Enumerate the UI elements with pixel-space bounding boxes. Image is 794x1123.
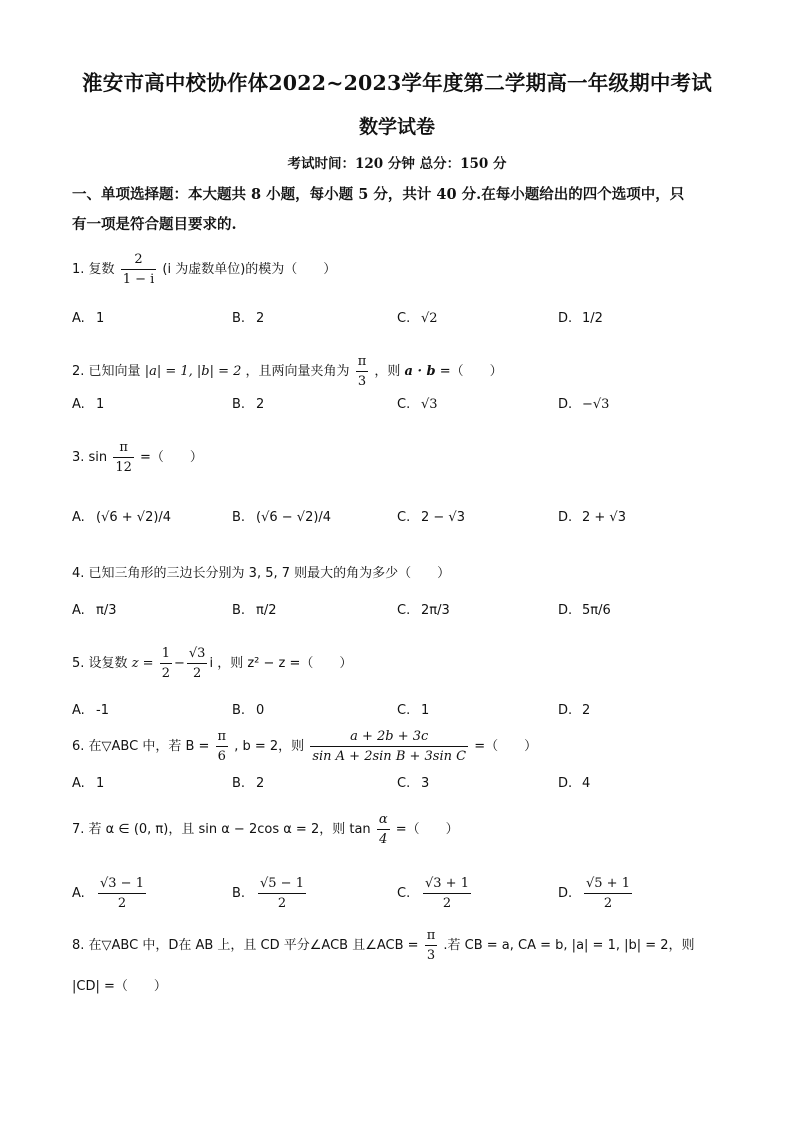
option-label: A. xyxy=(72,510,85,525)
option-label: B. xyxy=(232,603,246,618)
q3-option-a[interactable] xyxy=(72,510,171,525)
exam-subtitle: 数学试卷 xyxy=(358,116,435,138)
option-value: (√6 − √2)/4 xyxy=(256,510,332,525)
q5-fraction-1 xyxy=(160,644,172,683)
option-value: √2 xyxy=(421,311,438,326)
q2-text-c: ，且两向量夹角为 xyxy=(245,364,350,379)
question-1 xyxy=(72,250,732,289)
option-label: A. xyxy=(72,311,85,326)
option-label: C. xyxy=(397,703,411,718)
question-7 xyxy=(72,810,732,849)
q2-option-a[interactable] xyxy=(72,397,104,412)
exam-meta: 考试时间：120 分钟 总分：150 分 xyxy=(287,156,507,172)
option-label: B. xyxy=(232,886,246,901)
q3-frac-den: 12 xyxy=(115,460,132,475)
option-value: 2 − √3 xyxy=(421,510,465,525)
option-label: A. xyxy=(72,397,85,412)
q7-suffix: =（ ） xyxy=(395,822,459,837)
option-den: 2 xyxy=(117,896,127,911)
option-value: 1 xyxy=(96,311,105,326)
question-4: 4. 已知三角形的三边长分别为 3, 5, 7 则最大的角为多少（ ） xyxy=(72,566,451,581)
q6-frac2-num: a + 2b + 3c xyxy=(310,727,468,747)
q1-option-a[interactable] xyxy=(72,311,104,326)
option-value: (√6 + √2)/4 xyxy=(96,510,172,525)
option-num: √5 − 1 xyxy=(258,874,306,894)
option-value: 5π/6 xyxy=(582,603,611,618)
q6-frac1-den: 6 xyxy=(217,749,226,764)
q7-frac-num: α xyxy=(377,810,390,830)
option-value: 2 xyxy=(256,776,265,791)
q3-fraction xyxy=(113,438,134,477)
q6-option-b[interactable] xyxy=(232,776,264,791)
q5-frac1-num: 1 xyxy=(160,644,172,664)
q2-option-d[interactable] xyxy=(558,397,609,412)
q3-option-c[interactable] xyxy=(397,510,465,525)
q3-suffix: =（ ） xyxy=(140,450,203,465)
q4-option-d[interactable] xyxy=(558,603,611,618)
q6-fraction-2 xyxy=(310,727,468,766)
q6-option-d[interactable] xyxy=(558,776,590,791)
question-5: 5. 设复数 z = $\frac{1}{2}$ − $\frac{√3}{2}$ i ，则 z² − z =（ ） xyxy=(72,646,353,681)
q2-vector-norms: |a| = 1, |b| = 2 xyxy=(144,364,242,379)
option-label: B. xyxy=(232,397,246,412)
option-value: 3 xyxy=(421,776,430,791)
q3-prefix: 3. sin xyxy=(72,450,108,465)
q5-prefix: 5. 设复数 xyxy=(72,656,128,671)
question-8-line-2: |CD| =（ ） xyxy=(72,979,167,994)
option-label: C. xyxy=(397,397,411,412)
option-label: A. xyxy=(72,886,85,901)
q1-mid: (i 为虚数单位)的模为（ ） xyxy=(162,262,337,277)
option-label: C. xyxy=(397,776,411,791)
option-label: C. xyxy=(397,886,411,901)
q3-frac-num: π xyxy=(113,438,134,458)
q7-option-b[interactable] xyxy=(232,874,308,913)
option-fraction xyxy=(98,874,146,913)
option-value: 2 xyxy=(582,703,591,718)
q5-z: z = xyxy=(131,656,154,671)
q5-i: i xyxy=(209,656,214,671)
q1-option-b[interactable] xyxy=(232,311,264,326)
option-value: √3 xyxy=(421,397,438,412)
q2-option-b[interactable] xyxy=(232,397,264,412)
option-label: D. xyxy=(558,510,573,525)
q6-frac2-den: sin A + 2sin B + 3sin C xyxy=(312,749,467,764)
option-value: 2 xyxy=(256,311,265,326)
q6-option-a[interactable] xyxy=(72,776,104,791)
option-label: A. xyxy=(72,603,85,618)
q5-suffix: ，则 z² − z =（ ） xyxy=(217,656,353,671)
option-label: C. xyxy=(397,510,411,525)
q5-frac2-num: √3 xyxy=(187,644,208,664)
q8-prefix: 8. 在▽ABC 中，D在 AB 上，且 CD 平分∠ACB 且∠ACB = xyxy=(72,938,419,953)
option-label: B. xyxy=(232,776,246,791)
q2-option-c[interactable] xyxy=(397,397,438,412)
q2-dot-product: a · b xyxy=(404,364,436,379)
option-value: 1 xyxy=(96,397,105,412)
option-value: 1/2 xyxy=(582,311,603,326)
q8-fraction xyxy=(425,926,438,965)
q2-text-f: =（ ） xyxy=(439,364,503,379)
option-value: π/2 xyxy=(256,603,277,618)
q2-fraction xyxy=(356,352,369,391)
option-value: 4 xyxy=(582,776,591,791)
q1-prefix: 1. 复数 xyxy=(72,262,115,277)
option-label: D. xyxy=(558,603,573,618)
exam-title: 淮安市高中校协作体2022~2023学年度第二学期高一年级期中考试 xyxy=(82,71,712,95)
q4-option-a[interactable] xyxy=(72,603,116,618)
q2-text-a: 2. 已知向量 xyxy=(72,364,141,379)
q5-option-a[interactable] xyxy=(72,703,109,718)
option-label: B. xyxy=(232,311,246,326)
option-label: C. xyxy=(397,311,411,326)
option-label: D. xyxy=(558,397,573,412)
section-heading xyxy=(72,180,722,240)
option-label: D. xyxy=(558,776,573,791)
option-fraction xyxy=(584,874,632,913)
q2-frac-num: π xyxy=(356,352,369,372)
q5-fraction-2 xyxy=(187,644,208,683)
option-den: 2 xyxy=(442,896,452,911)
q8-frac-den: 3 xyxy=(426,948,436,963)
q6-prefix: 6. 在▽ABC 中，若 B = xyxy=(72,739,210,754)
q5-option-d[interactable] xyxy=(558,703,590,718)
section-line-1: 一、单项选择题：本大题共 8 小题，每小题 5 分，共计 40 分.在每小题给出的四个选项中，只 xyxy=(72,186,685,203)
q7-prefix: 7. 若 α ∈ (0, π)，且 sin α − 2cos α = 2，则 tan xyxy=(72,822,371,837)
question-6 xyxy=(72,727,732,766)
option-fraction xyxy=(258,874,306,913)
q8-suffix: .若 CB = a, CA = b, |a| = 1, |b| = 2，则 xyxy=(443,938,695,953)
q2-text-d: ，则 xyxy=(374,364,401,379)
option-value: 2π/3 xyxy=(421,603,450,618)
q8-frac-num: π xyxy=(425,926,438,946)
option-label: A. xyxy=(72,703,85,718)
option-label: C. xyxy=(397,603,411,618)
option-label: D. xyxy=(558,886,573,901)
q7-frac-den: 4 xyxy=(379,832,388,847)
option-den: 2 xyxy=(603,896,613,911)
q7-option-d[interactable] xyxy=(558,874,634,913)
q3-option-d[interactable] xyxy=(558,510,626,525)
q1-fraction xyxy=(121,250,157,289)
q2-frac-den: 3 xyxy=(357,374,367,389)
q5-option-b[interactable] xyxy=(232,703,264,718)
option-value: 1 xyxy=(421,703,430,718)
option-den: 2 xyxy=(277,896,287,911)
q6-suffix: =（ ） xyxy=(474,739,538,754)
option-fraction xyxy=(423,874,471,913)
option-value: 2 + √3 xyxy=(582,510,626,525)
option-num: √3 − 1 xyxy=(98,874,146,894)
option-label: D. xyxy=(558,703,573,718)
q5-frac1-den: 2 xyxy=(161,666,170,681)
option-value: 2 xyxy=(256,397,265,412)
q7-option-a[interactable] xyxy=(72,874,148,913)
q5-frac2-den: 2 xyxy=(193,666,202,681)
q7-option-c[interactable] xyxy=(397,874,473,913)
q4-option-b[interactable] xyxy=(232,603,276,618)
option-value: −√3 xyxy=(582,397,610,412)
q6-fraction-1 xyxy=(216,727,229,766)
option-num: √3 + 1 xyxy=(423,874,471,894)
q6-option-c[interactable] xyxy=(397,776,429,791)
question-2 xyxy=(72,352,732,391)
q6-frac1-num: π xyxy=(216,727,229,747)
question-3 xyxy=(72,438,732,477)
q1-frac-den: 1 − i xyxy=(122,272,155,287)
q5-option-c[interactable] xyxy=(397,703,429,718)
section-line-2: 有一项是符合题目要求的. xyxy=(72,216,237,233)
q1-option-d[interactable] xyxy=(558,311,603,326)
option-value: 0 xyxy=(256,703,265,718)
q1-option-c[interactable] xyxy=(397,311,438,326)
option-value: 1 xyxy=(96,776,105,791)
option-label: A. xyxy=(72,776,85,791)
q4-option-c[interactable] xyxy=(397,603,450,618)
q3-option-b[interactable] xyxy=(232,510,331,525)
q7-fraction xyxy=(377,810,390,849)
option-value: π/3 xyxy=(96,603,117,618)
option-label: D. xyxy=(558,311,573,326)
option-num: √5 + 1 xyxy=(584,874,632,894)
option-label: B. xyxy=(232,510,246,525)
q1-frac-num: 2 xyxy=(121,250,157,270)
option-value: -1 xyxy=(96,703,109,718)
option-label: B. xyxy=(232,703,246,718)
q6-mid: , b = 2，则 xyxy=(234,739,305,754)
question-8 xyxy=(72,926,732,965)
